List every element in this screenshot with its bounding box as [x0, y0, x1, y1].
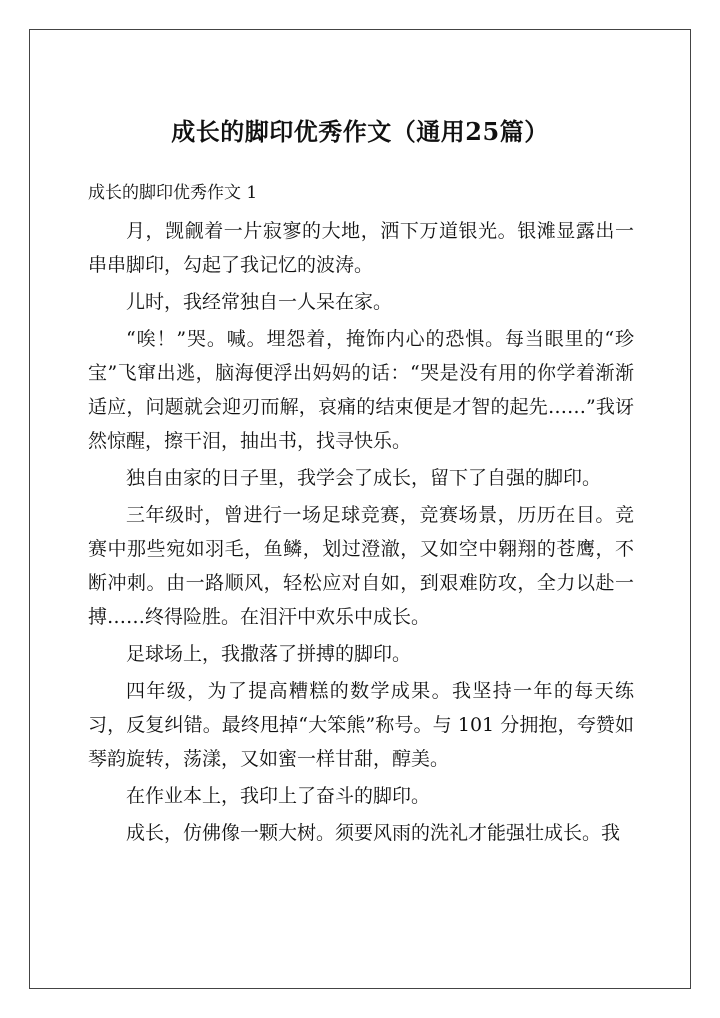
paragraph: “唉！”哭。喊。埋怨着，掩饰内心的恐惧。每当眼里的“珍宝”飞窜出逃，脑海便浮出妈妈的话：“哭是没有用的你学着渐渐适应，问题就会迎刃而解，哀痛的结束便是才智的起先……”我讶然惊醒，擦干泪，抽出书，找寻快乐。 [88, 328, 634, 452]
essay-body [88, 214, 634, 853]
paragraph: 成长，仿佛像一颗大树。须要风雨的洗礼才能强壮成长。我 [126, 822, 621, 844]
paragraph: 独自由家的日子里，我学会了成长，留下了自强的脚印。 [126, 467, 602, 489]
paragraph: 四年级，为了提高糟糕的数学成果。我坚持一年的每天练习，反复纠错。最终甩掉“大笨熊”称号。与 101 分拥抱，夸赞如琴韵旋转，荡漾，又如蜜一样甘甜，醇美。 [88, 680, 634, 770]
document-title: 成长的脚印优秀作文（通用25篇） [171, 117, 549, 146]
paragraph: 儿时，我经常独自一人呆在家。 [126, 291, 393, 313]
paragraph: 足球场上，我撒落了拼搏的脚印。 [126, 643, 412, 665]
paragraph: 月，觊觎着一片寂寥的大地，洒下万道银光。银滩显露出一串串脚印，勾起了我记忆的波涛。 [88, 220, 634, 276]
paragraph: 在作业本上，我印上了奋斗的脚印。 [126, 785, 431, 807]
paragraph: 三年级时，曾进行一场足球竞赛，竞赛场景，历历在目。竞赛中那些宛如羽毛，鱼鳞，划过澄澈，又如空中翱翔的苍鹰，不断冲刺。由一路顺风，轻松应对自如，到艰难防攻，全力以赴一搏……终得险胜。在泪汗中欢乐中成长。 [88, 504, 634, 628]
essay-heading: 成长的脚印优秀作文 1 [88, 183, 258, 203]
